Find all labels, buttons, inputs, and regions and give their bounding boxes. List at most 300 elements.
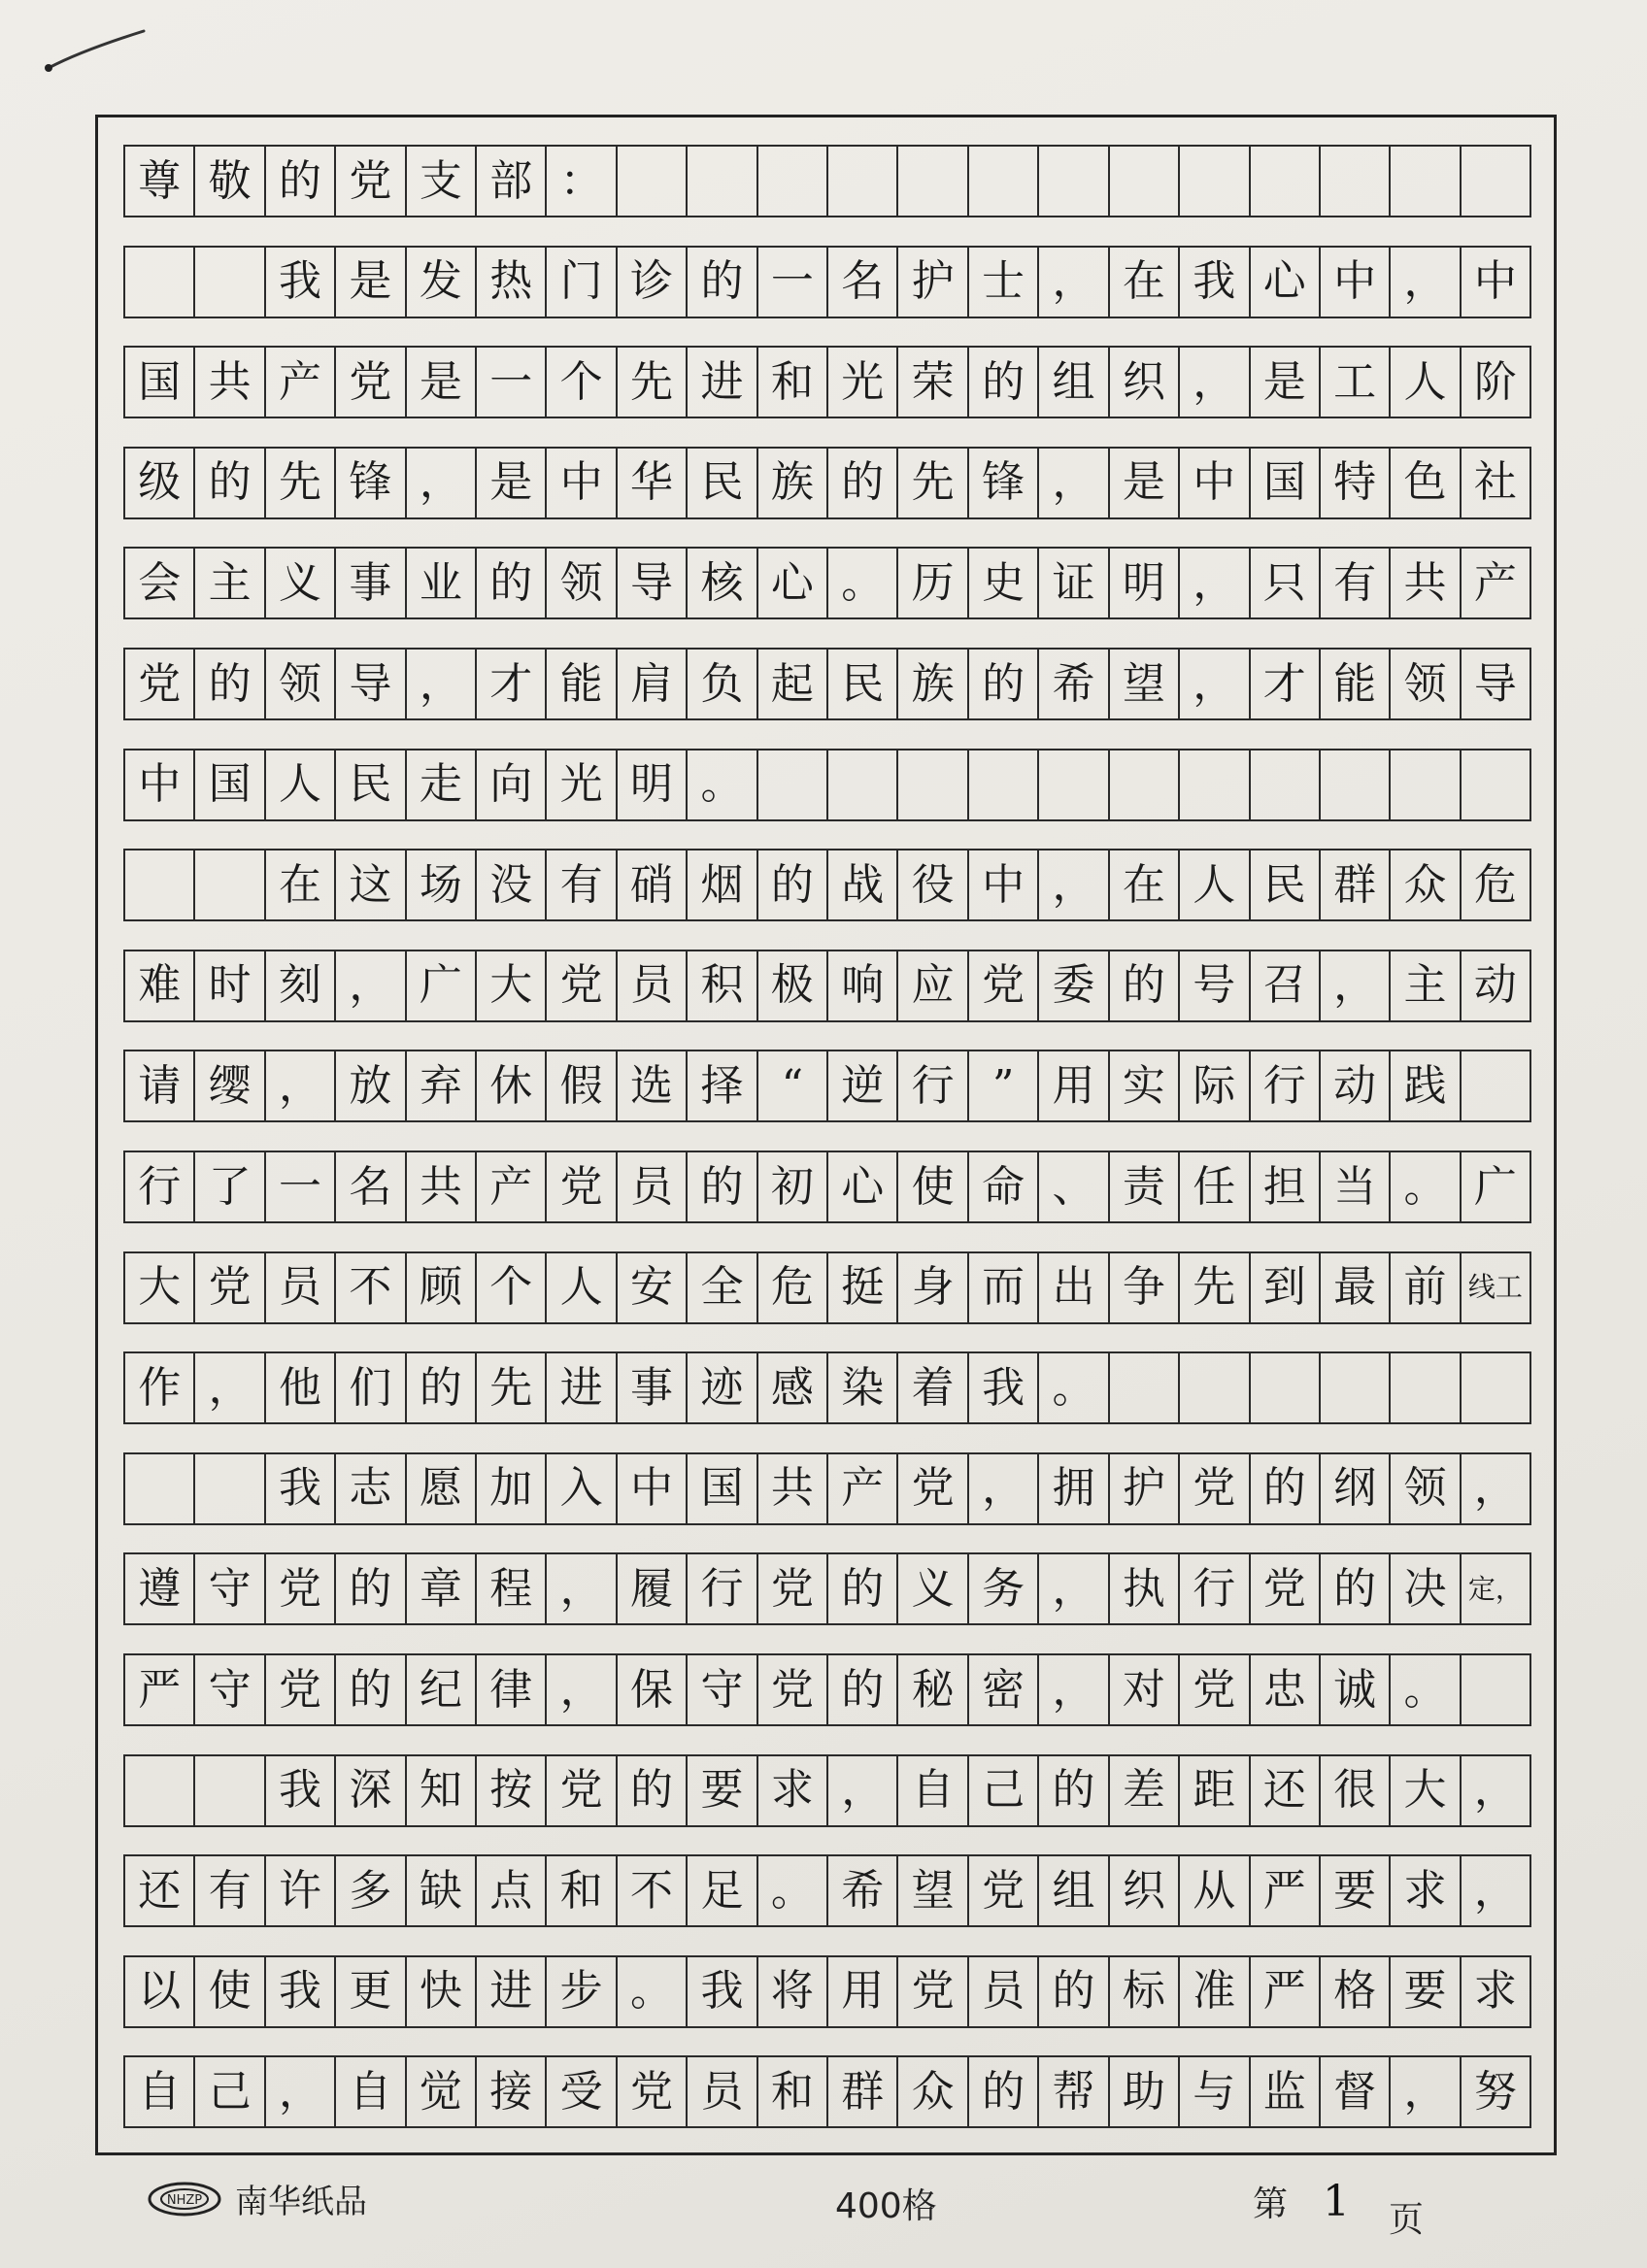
grid-cell: 点: [477, 1856, 547, 1925]
grid-cell: ”: [969, 1051, 1039, 1120]
grid-cell: 党: [898, 1454, 968, 1523]
grid-cell: 先: [898, 449, 968, 517]
grid-cell: 和: [758, 2057, 828, 2126]
grid-cell: 行: [688, 1554, 757, 1623]
grid-cell: 密: [969, 1655, 1039, 1724]
grid-cell: 。: [758, 1856, 828, 1925]
grid-cell: 工: [1321, 348, 1391, 417]
grid-cell: 党: [618, 2057, 688, 2126]
grid-cell: 党: [969, 951, 1039, 1020]
grid-cell: 用: [828, 1957, 898, 2026]
grid-cell: 前: [1391, 1253, 1461, 1322]
grid-cell: ，: [195, 1353, 265, 1422]
grid-cell: 的: [1251, 1454, 1321, 1523]
grid-cell: 极: [758, 951, 828, 1020]
grid-cell: 遵: [125, 1554, 195, 1623]
grid-cell: 才: [1251, 650, 1321, 718]
grid-cell: 领: [266, 650, 336, 718]
grid-cell: 不: [618, 1856, 688, 1925]
brand: [146, 2175, 367, 2222]
grid-row: [123, 145, 1531, 217]
grid-cell: 义: [898, 1554, 968, 1623]
grid-cell: 标: [1110, 1957, 1180, 2026]
grid-cell: 号: [1180, 951, 1250, 1020]
grid-cell: 守: [195, 1655, 265, 1724]
grid-cell: 华: [618, 449, 688, 517]
grid-cell: 只: [1251, 549, 1321, 617]
grid-cell: 行: [1180, 1554, 1250, 1623]
grid-cell: 初: [758, 1152, 828, 1221]
grid-cell: 大: [125, 1253, 195, 1322]
grid-cell: [1110, 750, 1180, 819]
grid-cell: 色: [1391, 449, 1461, 517]
grid-cell: 心: [1251, 248, 1321, 317]
grid-cell: 决: [1391, 1554, 1461, 1623]
grid-cell: 锋: [969, 449, 1039, 517]
grid-cell: 党: [547, 951, 617, 1020]
grid-cell: 更: [336, 1957, 406, 2026]
grid-cell: ，: [1180, 650, 1250, 718]
paper-footer: [0, 2155, 1647, 2268]
grid-cell: [1039, 750, 1109, 819]
grid-cell: 希: [1039, 650, 1109, 718]
grid-cell: 休: [477, 1051, 547, 1120]
grid-cell: 进: [688, 348, 757, 417]
grid-cell: 守: [688, 1655, 757, 1724]
grid-cell: 的: [1110, 951, 1180, 1020]
grid-cell: 领: [1391, 650, 1461, 718]
grid-cell: 族: [898, 650, 968, 718]
grid-cell: 安: [618, 1253, 688, 1322]
grid-cell: 民: [1251, 850, 1321, 919]
grid-cell: 而: [969, 1253, 1039, 1322]
grid-cell: 广: [407, 951, 477, 1020]
grid-cell: 动: [1321, 1051, 1391, 1120]
grid-cell: ，: [828, 1756, 898, 1825]
grid-cell: 对: [1110, 1655, 1180, 1724]
grid-cell: 烟: [688, 850, 757, 919]
grid-cell: 役: [898, 850, 968, 919]
grid-cell: ，: [1039, 1554, 1109, 1623]
grid-cell: 才: [477, 650, 547, 718]
grid-cell: 要: [1321, 1856, 1391, 1925]
page-prefix: 第: [1253, 2185, 1289, 2224]
grid-cell: [1462, 1051, 1529, 1120]
grid-cell: 身: [898, 1253, 968, 1322]
grid-cell: 担: [1251, 1152, 1321, 1221]
grid-cell: [758, 750, 828, 819]
grid-cell: 。: [688, 750, 757, 819]
grid-cell: 守: [195, 1554, 265, 1623]
grid-cell: [125, 1454, 195, 1523]
grid-cell: ，: [1039, 850, 1109, 919]
grid-cell: 帮: [1039, 2057, 1109, 2126]
grid-cell: 民: [828, 650, 898, 718]
grid-cell: 履: [618, 1554, 688, 1623]
grid-cell: ，: [407, 449, 477, 517]
grid-cell: 明: [1110, 549, 1180, 617]
grid-cell: 了: [195, 1152, 265, 1221]
grid-cell: 光: [828, 348, 898, 417]
grid-cell: 行: [1251, 1051, 1321, 1120]
grid-cell: ，: [1180, 348, 1250, 417]
grid-cell: 求: [758, 1756, 828, 1825]
grid-cell: 与: [1180, 2057, 1250, 2126]
grid-cell: 敬: [195, 147, 265, 216]
grid-cell: 将: [758, 1957, 828, 2026]
grid-cell: 志: [336, 1454, 406, 1523]
grid-cell: 国: [688, 1454, 757, 1523]
grid-cell: 事: [336, 549, 406, 617]
grid-cell: 导: [1473, 658, 1517, 709]
grid-cell: 行: [898, 1051, 968, 1120]
grid-cell: 缺: [407, 1856, 477, 1925]
grid-cell: ，: [1180, 549, 1250, 617]
grid-cell: 的: [828, 1554, 898, 1623]
grid-cell: 发: [407, 248, 477, 317]
grid-cell: [618, 147, 688, 216]
grid-cell: 作: [125, 1353, 195, 1422]
grid-cell: 争: [1110, 1253, 1180, 1322]
grid-row: [123, 547, 1531, 619]
grid-cell: 在: [1110, 850, 1180, 919]
grid-row: [123, 1151, 1531, 1223]
grid-cell: [195, 1454, 265, 1523]
grid-cell: 求: [1473, 1966, 1517, 2017]
grid-cell: [1321, 147, 1391, 216]
grid-cell: 的: [688, 248, 757, 317]
grid-cell: 党: [336, 147, 406, 216]
grid-cell: 按: [477, 1756, 547, 1825]
brand-logo-icon: [146, 2180, 223, 2218]
grid-cell: 我: [688, 1957, 757, 2026]
grid-cell: 没: [477, 850, 547, 919]
grid-cell: [688, 147, 757, 216]
grid-cell: 党: [125, 650, 195, 718]
grid-cell: 自: [125, 2057, 195, 2126]
grid-row: [123, 849, 1531, 921]
grid-cell: 民: [688, 449, 757, 517]
grid-cell: 历: [898, 549, 968, 617]
grid-cell: ，: [1473, 1463, 1517, 1514]
grid-cell: 产: [477, 1152, 547, 1221]
grid-row: [123, 346, 1531, 418]
grid-cell: 我: [969, 1353, 1039, 1422]
grid-cell: 危: [1473, 859, 1517, 910]
grid-cell: 先: [477, 1353, 547, 1422]
grid-row: [123, 1351, 1531, 1424]
grid-cell: 放: [336, 1051, 406, 1120]
grid-cell: 员: [688, 2057, 757, 2126]
grid-cell: 党: [1180, 1454, 1250, 1523]
grid-cell: 党: [266, 1554, 336, 1623]
grid-cell: 领: [1391, 1454, 1461, 1523]
grid-cell: 弃: [407, 1051, 477, 1120]
grid-cell: 级: [125, 449, 195, 517]
grid-cell: 大: [477, 951, 547, 1020]
grid-cell: 缨: [195, 1051, 265, 1120]
grid-cell: 主: [195, 549, 265, 617]
brand-logo-text: NHZP: [166, 2192, 203, 2208]
grid-cell: [898, 750, 968, 819]
grid-cell: 假: [547, 1051, 617, 1120]
grid-cell: 党: [758, 1655, 828, 1724]
grid-cell: 要: [1391, 1957, 1461, 2026]
grid-cell: 格: [1321, 1957, 1391, 2026]
grid-cell: [758, 147, 828, 216]
grid-cell: 染: [828, 1353, 898, 1422]
grid-cell: 进: [547, 1353, 617, 1422]
grid-cell: 不: [336, 1253, 406, 1322]
grid-cell: 择: [688, 1051, 757, 1120]
grid-cell: 们: [336, 1353, 406, 1422]
grid-cell: [828, 147, 898, 216]
grid-cell: 的: [1039, 1957, 1109, 2026]
grid-cell: [828, 750, 898, 819]
grid-cell: 主: [1391, 951, 1461, 1020]
grid-cell: 中: [1321, 248, 1391, 317]
grid-cell: 党: [1180, 1655, 1250, 1724]
grid-cell: 支: [407, 147, 477, 216]
grid-cell: 产: [1473, 557, 1517, 608]
grid-cell: 、: [1039, 1152, 1109, 1221]
grid-cell: ，: [1391, 248, 1461, 317]
grid-cell: 战: [828, 850, 898, 919]
grid-cell: [969, 750, 1039, 819]
grid-cell: 秘: [898, 1655, 968, 1724]
grid-cell: 是: [407, 348, 477, 417]
grid-cell: 负: [688, 650, 757, 718]
grid-cell: 党: [547, 1152, 617, 1221]
grid-cell: 员: [969, 1957, 1039, 2026]
grid-cell: 中: [547, 449, 617, 517]
grid-cell: 定，: [1467, 1572, 1523, 1605]
grid-cell: 忠: [1251, 1655, 1321, 1724]
grid-cell: 程: [477, 1554, 547, 1623]
grid-cell: ，: [1039, 449, 1109, 517]
grid-cell: 他: [266, 1353, 336, 1422]
grid-cell: 中: [618, 1454, 688, 1523]
grid-cell: [1039, 147, 1109, 216]
grid-cell: 有: [1321, 549, 1391, 617]
grid-cell: 我: [266, 248, 336, 317]
grid-cell: 的: [407, 1353, 477, 1422]
grid-count-label: 400格: [835, 2186, 937, 2226]
grid-cell: 拥: [1039, 1454, 1109, 1523]
grid-cell: [195, 1756, 265, 1825]
grid-cell: 接: [477, 2057, 547, 2126]
grid-cell: 党: [758, 1554, 828, 1623]
grid-cell: 感: [758, 1353, 828, 1422]
grid-cell: [1391, 147, 1461, 216]
grid-cell: 先: [266, 449, 336, 517]
grid-cell: 是: [1110, 449, 1180, 517]
grid-cell: ，: [1473, 1765, 1517, 1816]
grid-cell: 业: [407, 549, 477, 617]
grid-cell: [1462, 750, 1529, 819]
grid-cell: [1180, 750, 1250, 819]
grid-cell: 群: [1321, 850, 1391, 919]
grid-cell: 广: [1473, 1161, 1517, 1212]
grid-cell: 保: [618, 1655, 688, 1724]
grid-cell: 望: [1110, 650, 1180, 718]
grid-row: [123, 648, 1531, 720]
grid-cell: 迹: [688, 1353, 757, 1422]
brand-name: 南华纸品: [235, 2183, 367, 2221]
grid-cell: 明: [618, 750, 688, 819]
grid-cell: 员: [618, 1152, 688, 1221]
grid-cell: 织: [1110, 1856, 1180, 1925]
grid-cell: 和: [547, 1856, 617, 1925]
pen-stroke-mark: [43, 25, 150, 74]
grid-cell: 。: [828, 549, 898, 617]
grid-cell: ，: [1473, 1865, 1517, 1916]
grid-cell: [1321, 750, 1391, 819]
grid-cell: [1180, 1353, 1250, 1422]
grid-cell: 有: [195, 1856, 265, 1925]
grid-cell: 当: [1321, 1152, 1391, 1221]
grid-cell: 的: [266, 147, 336, 216]
grid-cell: 一: [477, 348, 547, 417]
grid-cell: 人: [266, 750, 336, 819]
grid-cell: ，: [547, 1554, 617, 1623]
grid-cell: 使: [195, 1957, 265, 2026]
grid-cell: 党: [547, 1756, 617, 1825]
grid-cell: 是: [1251, 348, 1321, 417]
grid-cell: 国: [1251, 449, 1321, 517]
grid-cell: 社: [1473, 457, 1517, 508]
grid-cell: 章: [407, 1554, 477, 1623]
grid-cell: 的: [969, 2057, 1039, 2126]
grid-cell: 执: [1110, 1554, 1180, 1623]
grid-cell: 的: [336, 1655, 406, 1724]
grid-cell: ，: [969, 1454, 1039, 1523]
grid-cell: 刻: [266, 951, 336, 1020]
grid-cell: 受: [547, 2057, 617, 2126]
grid-cell: 人: [547, 1253, 617, 1322]
grid-cell: 很: [1321, 1756, 1391, 1825]
grid-cell: 步: [547, 1957, 617, 2026]
grid-cell: 硝: [618, 850, 688, 919]
grid-cell: 的: [688, 1152, 757, 1221]
grid-cell: 纲: [1321, 1454, 1391, 1523]
grid-cell: 证: [1039, 549, 1109, 617]
grid-cell: 特: [1321, 449, 1391, 517]
grid-cell: 积: [688, 951, 757, 1020]
grid-row: [123, 1653, 1531, 1726]
grid-cell: 荣: [898, 348, 968, 417]
grid-cell: 民: [336, 750, 406, 819]
grid-cell: 请: [125, 1051, 195, 1120]
grid-cell: 尊: [125, 147, 195, 216]
grid-cell: ：: [547, 147, 617, 216]
grid-cell: 。: [1391, 1655, 1461, 1724]
grid-cell: 线工: [1467, 1271, 1523, 1304]
grid-cell: 进: [477, 1957, 547, 2026]
grid-cell: 先: [618, 348, 688, 417]
grid-cell: 员: [618, 951, 688, 1020]
grid-cell: 党: [266, 1655, 336, 1724]
grid-cell: 践: [1391, 1051, 1461, 1120]
grid-cell: 护: [1110, 1454, 1180, 1523]
grid-cell: 这: [336, 850, 406, 919]
grid-row: [123, 447, 1531, 519]
grid-cell: 多: [336, 1856, 406, 1925]
grid-cell: ，: [1321, 951, 1391, 1020]
grid-cell: 走: [407, 750, 477, 819]
grid-cell: ，: [336, 951, 406, 1020]
grid-cell: 的: [195, 449, 265, 517]
grid-cell: [969, 147, 1039, 216]
grid-cell: 选: [618, 1051, 688, 1120]
grid-cell: 己: [195, 2057, 265, 2126]
grid-cell: 快: [407, 1957, 477, 2026]
grid-cell: 名: [336, 1152, 406, 1221]
grid-cell: 国: [195, 750, 265, 819]
grid-cell: 诊: [618, 248, 688, 317]
grid-cell: 务: [969, 1554, 1039, 1623]
grid-cell: [195, 248, 265, 317]
grid-cell: 导: [618, 549, 688, 617]
grid-cell: 我: [1180, 248, 1250, 317]
grid-cell: ，: [266, 2057, 336, 2126]
grid-cell: 。: [1039, 1353, 1109, 1422]
grid-cell: 共: [758, 1454, 828, 1523]
grid-cell: 希: [828, 1856, 898, 1925]
grid-row: [123, 1552, 1531, 1625]
grid-cell: [1391, 1353, 1461, 1422]
grid-cell: 响: [828, 951, 898, 1020]
grid-cell: 中: [969, 850, 1039, 919]
grid-cell: 的: [336, 1554, 406, 1623]
grid-cell: 的: [477, 549, 547, 617]
grid-row: [123, 950, 1531, 1022]
grid-cell: [1462, 1655, 1529, 1724]
grid-cell: 命: [969, 1152, 1039, 1221]
grid-cell: 心: [828, 1152, 898, 1221]
grid-cell: 到: [1251, 1253, 1321, 1322]
grid-cell: 人: [1180, 850, 1250, 919]
grid-cell: [1110, 147, 1180, 216]
page-suffix: 页: [1389, 2200, 1425, 2240]
grid-row: [123, 1251, 1531, 1324]
grid-cell: 使: [898, 1152, 968, 1221]
grid-cell: 部: [477, 147, 547, 216]
grid-cell: “: [758, 1051, 828, 1120]
grid-cell: 出: [1039, 1253, 1109, 1322]
grid-row: [123, 246, 1531, 318]
grid-cell: 起: [758, 650, 828, 718]
grid-cell: 应: [898, 951, 968, 1020]
grid-cell: 着: [898, 1353, 968, 1422]
grid-cell: 组: [1039, 1856, 1109, 1925]
grid-cell: 诚: [1321, 1655, 1391, 1724]
grid-cell: 督: [1321, 2057, 1391, 2126]
grid-cell: 的: [969, 348, 1039, 417]
grid-cell: 任: [1180, 1152, 1250, 1221]
grid-cell: 名: [828, 248, 898, 317]
grid-cell: 危: [758, 1253, 828, 1322]
grid-cell: 努: [1473, 2066, 1517, 2117]
grid-cell: 许: [266, 1856, 336, 1925]
grid-cell: 事: [618, 1353, 688, 1422]
grid-cell: 差: [1110, 1756, 1180, 1825]
grid-cell: 助: [1110, 2057, 1180, 2126]
grid-cell: 律: [477, 1655, 547, 1724]
grid-cell: 门: [547, 248, 617, 317]
grid-cell: [1462, 147, 1529, 216]
grid-cell: 共: [1391, 549, 1461, 617]
